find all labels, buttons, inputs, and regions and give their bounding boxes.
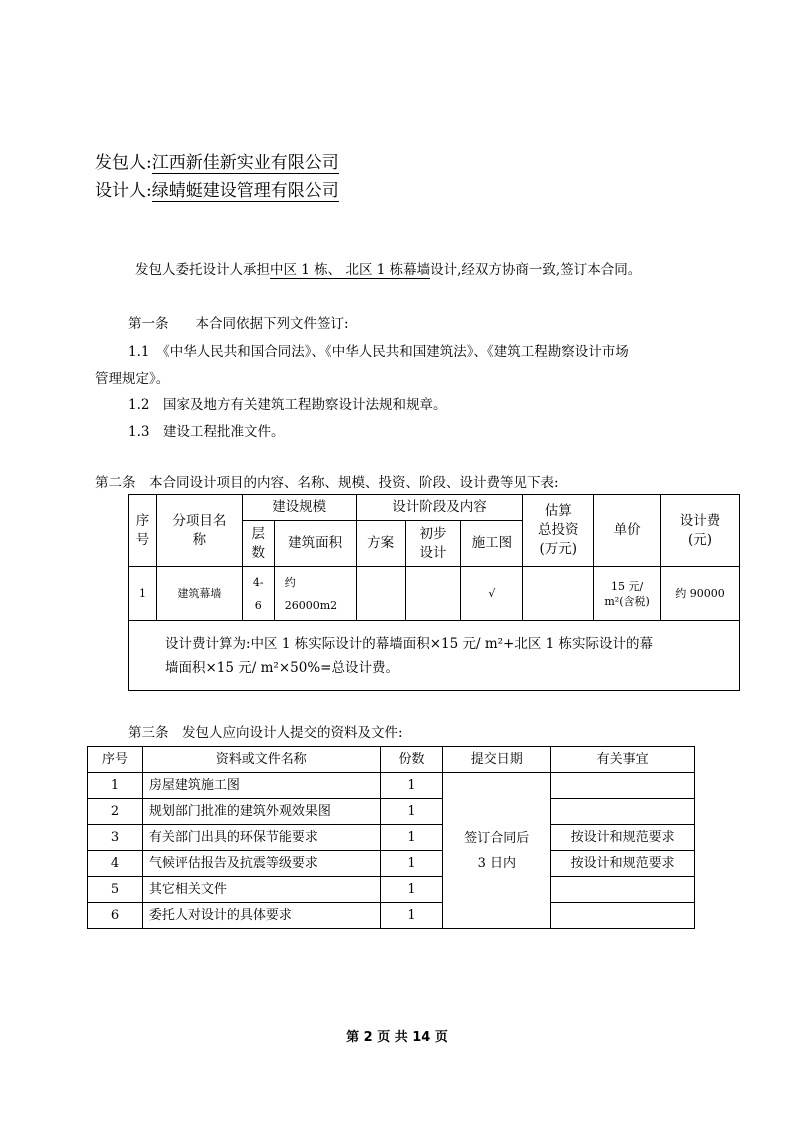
table-row — [88, 799, 695, 825]
table-row — [88, 903, 695, 929]
row-matter — [551, 799, 695, 825]
intro-project-scope: 中区 1 栋、 北区 1 栋幕墙 — [270, 262, 431, 278]
col-header-doc-name: 资料或文件名称 — [142, 747, 380, 773]
row-seq: 3 — [88, 825, 143, 851]
article1-heading: 第一条 本合同依据下列文件签订: — [128, 316, 349, 332]
row-copies: 1 — [380, 773, 443, 799]
intro-text-b: 设计,经双方协商一致,签订本合同。 — [430, 262, 642, 278]
employer-label: 发包人: — [95, 153, 152, 173]
row-matter — [551, 773, 695, 799]
row-seq: 1 — [88, 773, 143, 799]
row-doc-name: 有关部门出具的环保节能要求 — [142, 825, 380, 851]
row-seq: 1 — [129, 567, 157, 621]
row-copies: 1 — [380, 877, 443, 903]
col-header-area: 建筑面积 — [274, 521, 356, 567]
col-header-construction: 施工图 — [461, 521, 523, 567]
row-price: 15 元/ m²(含税) — [594, 567, 661, 621]
col-header-copies: 份数 — [380, 747, 443, 773]
article1-item2: 1.2 国家及地方有关建筑工程勘察设计法规和规章。 — [128, 397, 447, 413]
col-header-matters: 有关事宜 — [551, 747, 695, 773]
row-copies: 1 — [380, 851, 443, 877]
col-header-stage: 设计阶段及内容 — [356, 495, 523, 521]
col-header-price: 单价 — [594, 495, 661, 567]
designer-name: 绿蜻蜓建设管理有限公司 — [151, 181, 339, 201]
row-copies: 1 — [380, 903, 443, 929]
designer-line — [95, 180, 339, 202]
article1-item3: 1.3 建设工程批准文件。 — [128, 424, 285, 440]
row-seq: 5 — [88, 877, 143, 903]
row-seq: 2 — [88, 799, 143, 825]
col-header-seq: 序号 — [88, 747, 143, 773]
row-area: 约 26000m2 — [274, 567, 356, 621]
row-fee: 约 90000 — [661, 567, 740, 621]
row-doc-name: 其它相关文件 — [142, 877, 380, 903]
row-investment — [523, 567, 594, 621]
row-matter — [551, 903, 695, 929]
row-matter: 按设计和规范要求 — [551, 851, 695, 877]
table-row — [129, 567, 740, 621]
row-scheme — [356, 567, 405, 621]
row-copies: 1 — [380, 799, 443, 825]
col-header-fee: 设计费 (元) — [661, 495, 740, 567]
article1-item1-cont: 管理规定》。 — [95, 371, 170, 387]
designer-label: 设计人: — [95, 181, 152, 201]
col-header-scale: 建设规模 — [242, 495, 356, 521]
col-header-scheme: 方案 — [356, 521, 405, 567]
col-header-floors: 层 数 — [242, 521, 274, 567]
col-header-name: 分项目名 称 — [156, 495, 242, 567]
table-row — [88, 825, 695, 851]
col-header-prelim: 初步 设计 — [405, 521, 461, 567]
intro-text-a: 发包人委托设计人承担 — [135, 262, 270, 278]
page-number: 第 2 页 共 14 页 — [346, 1030, 448, 1045]
row-floors: 4- 6 — [242, 567, 274, 621]
row-matter: 按设计和规范要求 — [551, 825, 695, 851]
submit-date-cell: 签订合同后 3 日内 — [443, 773, 551, 929]
col-header-investment: 估算 总投资 (万元) — [523, 495, 594, 567]
row-copies: 1 — [380, 825, 443, 851]
row-prelim — [405, 567, 461, 621]
article1-item1: 1.1 《中华人民共和国合同法》、《中华人民共和国建筑法》、《建筑工程勘察设计市场 — [128, 344, 629, 360]
documents-table — [87, 746, 695, 929]
intro-paragraph — [135, 261, 641, 279]
col-header-seq: 序 号 — [129, 495, 157, 567]
design-items-table — [128, 494, 740, 691]
row-construction-check: √ — [461, 567, 523, 621]
row-doc-name: 房屋建筑施工图 — [142, 773, 380, 799]
article3-heading: 第三条 发包人应向设计人提交的资料及文件: — [128, 725, 403, 741]
row-name: 建筑幕墙 — [156, 567, 242, 621]
employer-name: 江西新佳新实业有限公司 — [151, 153, 339, 173]
table-row — [88, 851, 695, 877]
col-header-date: 提交日期 — [443, 747, 551, 773]
table-row — [88, 773, 695, 799]
employer-line — [95, 152, 339, 174]
row-doc-name: 委托人对设计的具体要求 — [142, 903, 380, 929]
fee-calculation-note: 设计费计算为:中区 1 栋实际设计的幕墙面积×15 元/ m²+北区 1 栋实际设计的幕 墙面积×15 元/ m²×50%=总设计费。 — [129, 621, 740, 691]
row-seq: 6 — [88, 903, 143, 929]
row-doc-name: 规划部门批准的建筑外观效果图 — [142, 799, 380, 825]
row-matter — [551, 877, 695, 903]
table-row — [88, 877, 695, 903]
article2-heading: 第二条 本合同设计项目的内容、名称、规模、投资、阶段、设计费等见下表: — [95, 475, 559, 491]
row-seq: 4 — [88, 851, 143, 877]
row-doc-name: 气候评估报告及抗震等级要求 — [142, 851, 380, 877]
